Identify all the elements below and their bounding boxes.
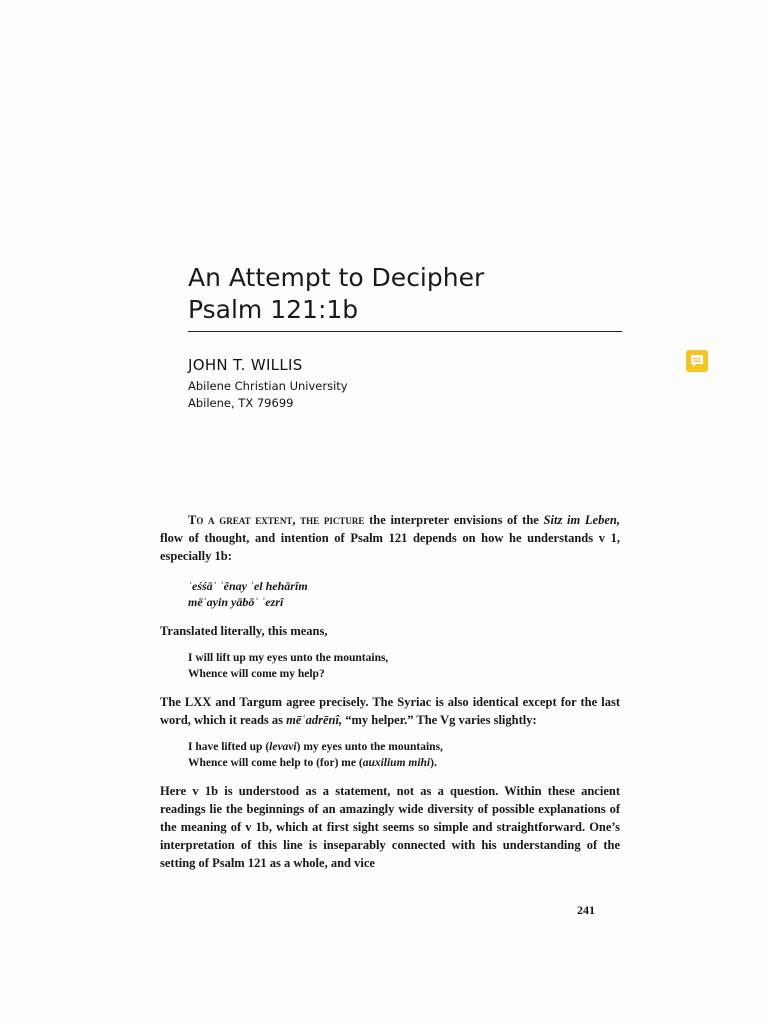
paragraph-3-text-b: “my helper.” The Vg varies slightly: (342, 713, 537, 727)
quote-2-line-1-italic: levavi (269, 741, 297, 753)
paragraph-1-text-b: flow of thought, and intention of Psalm 121 depends on how he understands v 1, especially 1b: (160, 531, 620, 563)
paragraph-1-italic: Sitz im Leben, (543, 513, 620, 527)
page-number: 241 (577, 903, 595, 917)
quote-1-line-1: I will lift up my eyes unto the mountains, (188, 652, 389, 664)
paragraph-3 (160, 693, 620, 729)
paragraph-1-text-a: the interpreter envisions of the (364, 513, 544, 527)
affiliation-institution: Abilene Christian University (188, 379, 348, 393)
quote-1-line-2: Whence will come my help? (188, 668, 325, 680)
hebrew-transliteration (188, 578, 620, 610)
affiliation-address: Abilene, TX 79699 (188, 396, 294, 410)
title-line-1: An Attempt to Decipher (188, 263, 485, 292)
quote-2-line-2 (188, 755, 620, 771)
author-name: JOHN T. WILLIS (188, 356, 303, 374)
transliteration-line-1: ʾeśśāʾ ʿênay ʾel hehārîm (188, 579, 308, 593)
quote-2-line-1-a: I have lifted up ( (188, 741, 270, 753)
comment-note-icon[interactable] (686, 350, 708, 372)
paragraph-3-italic: mēʿadrēnî, (286, 713, 343, 727)
quote-2-line-1 (188, 739, 620, 755)
article-body (160, 511, 620, 872)
quote-2-line-2-b: ). (430, 757, 437, 769)
quote-2-line-1-b: ) my eyes unto the mountains, (296, 741, 443, 753)
comment-note-glyph (686, 350, 708, 372)
transliteration-line-2: mēʾayin yābōʾ ʿezrî (188, 595, 284, 609)
paragraph-4: Here v 1b is understood as a statement, not as a question. Within these ancient readings lie the beginnings of an amazingly wide diversity of possible explanations of the meaning of v 1b, which at first sight seems so simple and straightforward. One’s interpretation of this line is inseparably connected with his understanding of the setting of Psalm 121 as a whole, and vice (160, 784, 620, 870)
paragraph-2: Translated literally, this means, (160, 624, 328, 638)
title-rule (188, 331, 622, 332)
paragraph-3-text-a: The LXX and Targum agree precisely. The Syriac is also identical except for the last word, which it reads as (160, 695, 620, 727)
paragraph-1 (160, 511, 620, 565)
vulgate-quote (188, 739, 620, 771)
title-line-2: Psalm 121:1b (188, 295, 359, 324)
translation-quote (188, 650, 620, 682)
article-title (188, 262, 628, 326)
paragraph-1-lead: To a great extent, the picture (188, 513, 365, 527)
quote-2-line-2-a: Whence will come help to (for) me ( (188, 757, 363, 769)
quote-2-line-2-italic: auxilium mihi (362, 757, 431, 769)
author-affiliation (188, 378, 348, 412)
